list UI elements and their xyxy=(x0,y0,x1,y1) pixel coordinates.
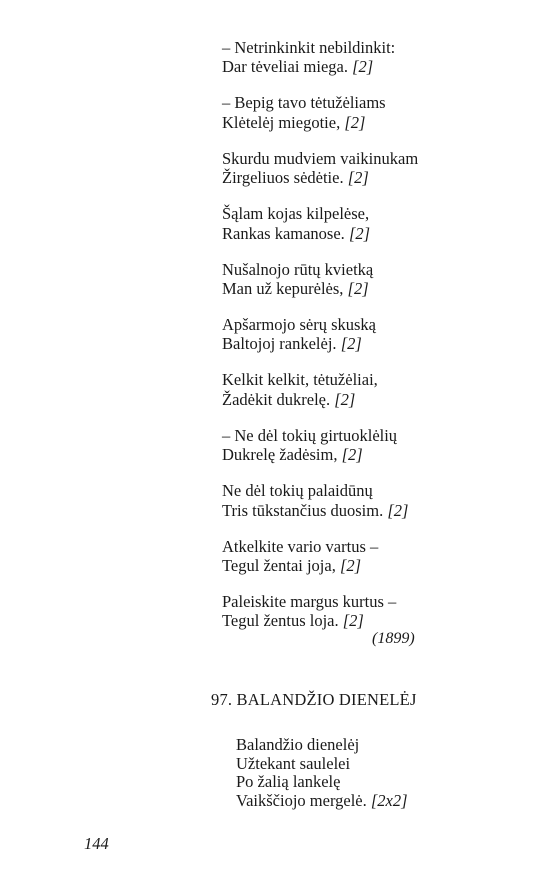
song-stanza xyxy=(236,736,496,810)
stanza xyxy=(222,38,522,77)
verse-line: Vaikščiojo mergelė. [2x2] xyxy=(236,790,408,810)
verse-line: Tris tūkstančius duosim. [2] xyxy=(222,500,409,520)
stanza xyxy=(222,149,522,188)
verse-line: Po žalią lankelę xyxy=(236,772,341,791)
stanza xyxy=(222,592,522,631)
refrain-marker: [2x2] xyxy=(370,790,408,810)
verse-line: Tegul žentus loja. [2] xyxy=(222,611,364,631)
refrain-marker: [2] xyxy=(341,445,363,465)
stanza xyxy=(222,93,522,132)
verse-line: – Bepig tavo tėtužėliams xyxy=(222,93,386,113)
verse-line: Šąlam kojas kilpelėse, xyxy=(222,204,370,224)
refrain-marker: [2] xyxy=(347,168,369,188)
verse-line: Man už kepurėlės, [2] xyxy=(222,279,369,299)
verse-line: Apšarmojo sėrų skuską xyxy=(222,315,376,335)
verse-line: Ne dėl tokių palaidūnų xyxy=(222,481,373,501)
stanza xyxy=(222,204,522,243)
poem-year: (1899) xyxy=(372,630,415,647)
verse-line: Dukrelę žadėsim, [2] xyxy=(222,445,363,465)
stanza xyxy=(222,370,522,409)
verse-line: Baltojoj rankelėj. [2] xyxy=(222,334,362,354)
stanza xyxy=(222,426,522,465)
verse-line: Žirgeliuos sėdėtie. [2] xyxy=(222,168,369,188)
verse-line: Nušalnojo rūtų kvietką xyxy=(222,259,374,279)
refrain-marker: [2] xyxy=(352,57,374,77)
verse-line: Dar tėveliai miega. [2] xyxy=(222,57,374,77)
verse-line: Rankas kamanose. [2] xyxy=(222,223,371,243)
verse-line: – Netrinkinkit nebildinkit: xyxy=(222,38,396,57)
verse-line: Klėtelėj miegotie, [2] xyxy=(222,112,366,132)
refrain-marker: [2] xyxy=(344,112,366,132)
refrain-marker: [2] xyxy=(347,279,369,299)
refrain-marker: [2] xyxy=(339,556,362,576)
verse-line: Balandžio dienelėj xyxy=(236,735,360,754)
refrain-marker: [2] xyxy=(348,223,371,243)
refrain-marker: [2] xyxy=(340,334,362,354)
refrain-marker: [2] xyxy=(387,500,409,520)
song-title: 97. BALANDŽIO DIENELĖJ xyxy=(211,690,417,709)
verse-line: Žadėkit dukrelę. [2] xyxy=(222,389,356,409)
refrain-marker: [2] xyxy=(334,389,356,409)
stanza xyxy=(222,481,522,520)
verse-line: Skurdu mudviem vaikinukam xyxy=(222,148,419,168)
stanza xyxy=(222,315,522,354)
page-number: 144 xyxy=(84,834,109,853)
verse-line: Užtekant saulelei xyxy=(236,753,351,773)
verse-line: Tegul žentai joja, [2] xyxy=(222,556,362,576)
stanza xyxy=(222,537,522,576)
verse-line: Kelkit kelkit, tėtužėliai, xyxy=(222,370,378,390)
refrain-marker: [2] xyxy=(342,611,364,631)
verse-line: – Ne dėl tokių girtuoklėlių xyxy=(222,425,398,445)
verse-line: Atkelkite vario vartus – xyxy=(222,536,379,556)
stanza xyxy=(222,260,522,299)
verse-line: Paleiskite margus kurtus – xyxy=(222,592,397,612)
poem-stanzas xyxy=(222,38,522,647)
